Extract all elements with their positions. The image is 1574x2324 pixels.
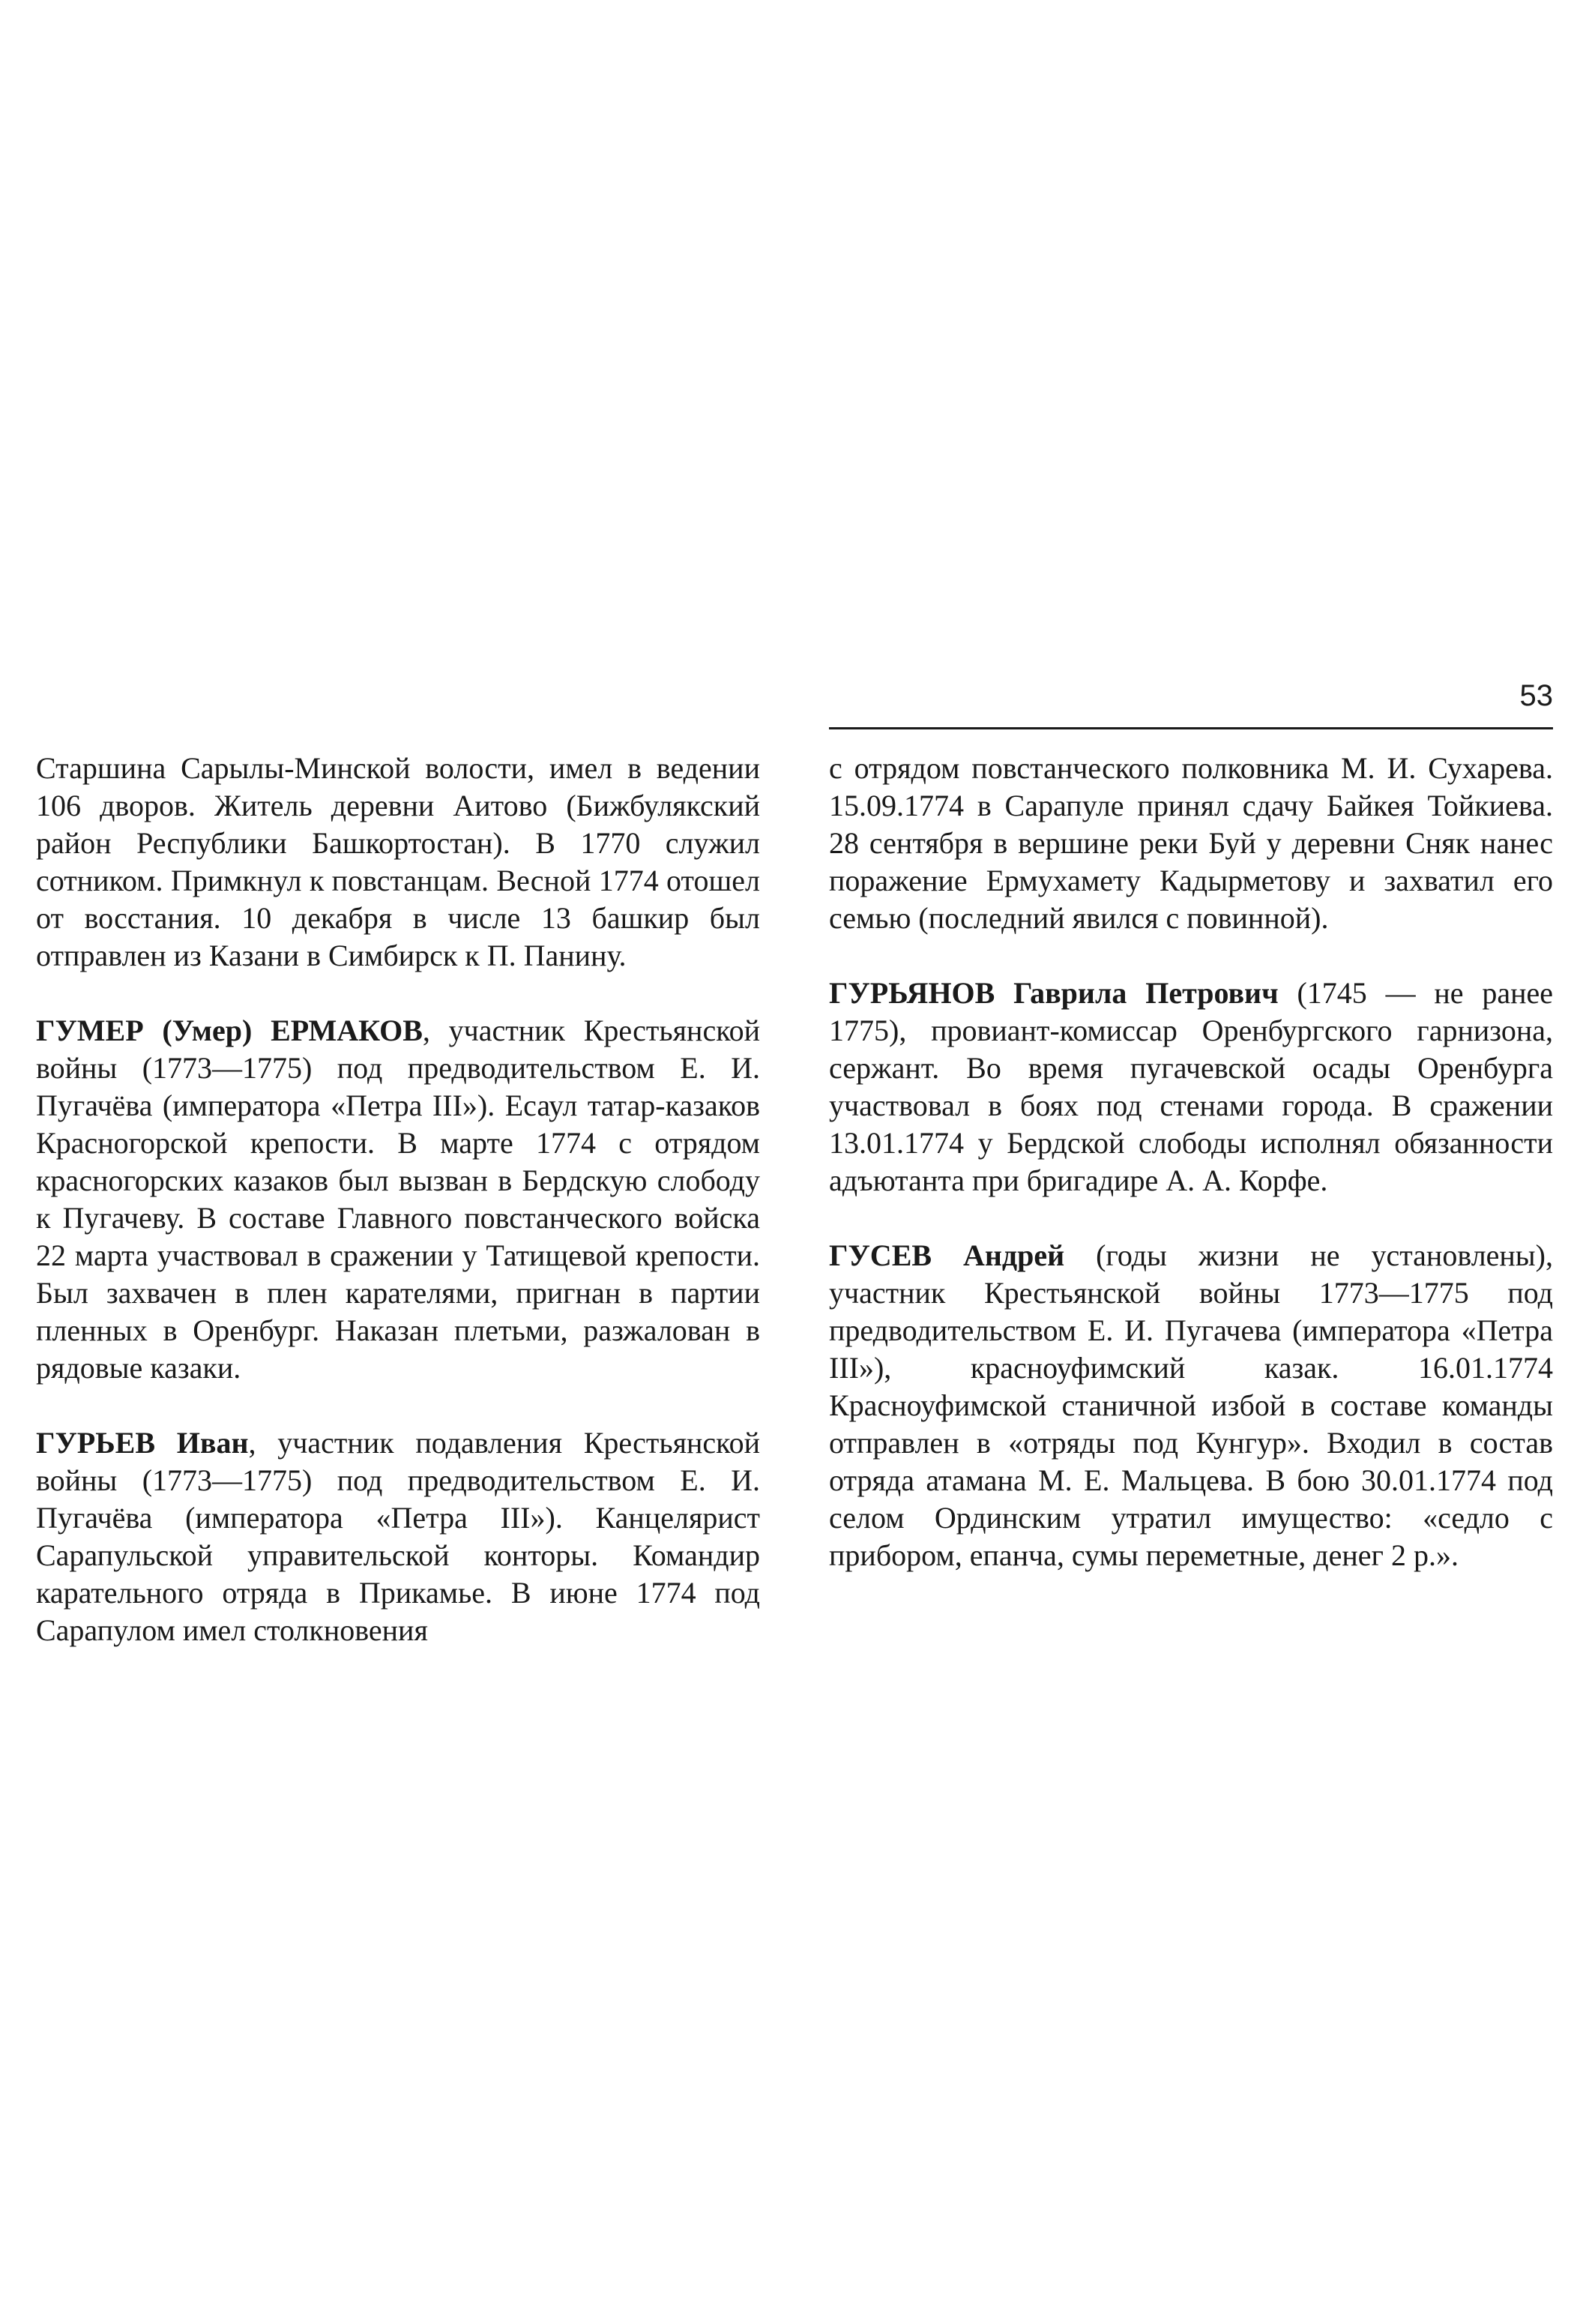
page-number: 53 [1519,679,1553,712]
header-rule [829,727,1553,729]
right-column [829,750,1553,1574]
entry-text: (годы жизни не установлены), участник Крестьянской войны 1773—1775 под предводительством Е. И. Пугачева (императора «Петра III»), красноуфимский казак. 16.01.1774 Красноуфимской станичной избой в составе команды отправлен в «отряды под Кунгур». Входил в состав отряда атамана М. Е. Мальцева. В бою 30.01.1774 под селом Ординским утратил имущество: «седло с прибором, епанча, сумы переметные, денег 2 р.». [829,1238,1554,1572]
entry-headword: ГУРЬЯНОВ Гаврила Петрович [829,976,1279,1010]
entry-paragraph [829,750,1553,937]
entry-text: (1745 — не ранее 1775), провиант-комиссар Оренбургского гарнизона, сержант. Во время пугачевской осады Оренбурга участвовал в боях под стенами города. В сражении 13.01.1774 у Бердской слободы исполнял обязанности адъютанта при бригадире А. А. Корфе. [829,976,1553,1197]
entry-text: Старшина Сарылы-Минской волости, имел в ведении 106 дворов. Житель деревни Аитово (Бижбулякский район Республики Башкортостан). В 1770 служил сотником. Примкнул к повстанцам. Весной 1774 отошел от восстания. 10 декабря в числе 13 башкир был отправлен из Казани в Симбирск к П. Панину. [36,751,760,972]
entry-text: с отрядом повстанческого полковника М. И. Сухарева. 15.09.1774 в Сарапуле принял сдачу Байкея Тойкиева. 28 сентября в вершине реки Буй у деревни Сняк нанес поражение Ермухамету Кадырметову и захватил его семью (последний явился с повинной). [829,751,1553,935]
entry-text: , участник подавления Крестьянской войны (1773—1775) под предводительством Е. И. Пугачёва (императора «Петра III»). Канцелярист Сарапульской управительской конторы. Командир карательного отряда в Прикамье. В июне 1774 под Сарапулом имел столкновения [36,1426,760,1647]
entry-headword: ГУСЕВ Андрей [829,1238,1065,1272]
entry-paragraph [829,1237,1553,1574]
entry-headword: ГУРЬЕВ Иван [36,1426,249,1460]
entry-text: , участник Крестьянской войны (1773—1775) под предводительством Е. И. Пугачёва (императора «Петра III»). Есаул татар-казаков Красногорской крепости. В марте 1774 с отрядом красногорских казаков был вызван в Бердскую слободу к Пугачеву. В составе Главного повстанческого войска 22 марта участвовал в сражении у Татищевой крепости. Был захвачен в плен карателями, пригнан в партии пленных в Оренбург. Наказан плетьми, разжалован в рядовые казаки. [36,1014,760,1385]
entry-paragraph [36,1012,760,1387]
entry-paragraph [36,750,760,975]
entry-paragraph [829,975,1553,1199]
entry-headword: ГУМЕР (Умер) ЕРМАКОВ [36,1014,423,1047]
entry-paragraph [36,1424,760,1649]
left-column [36,750,760,1649]
